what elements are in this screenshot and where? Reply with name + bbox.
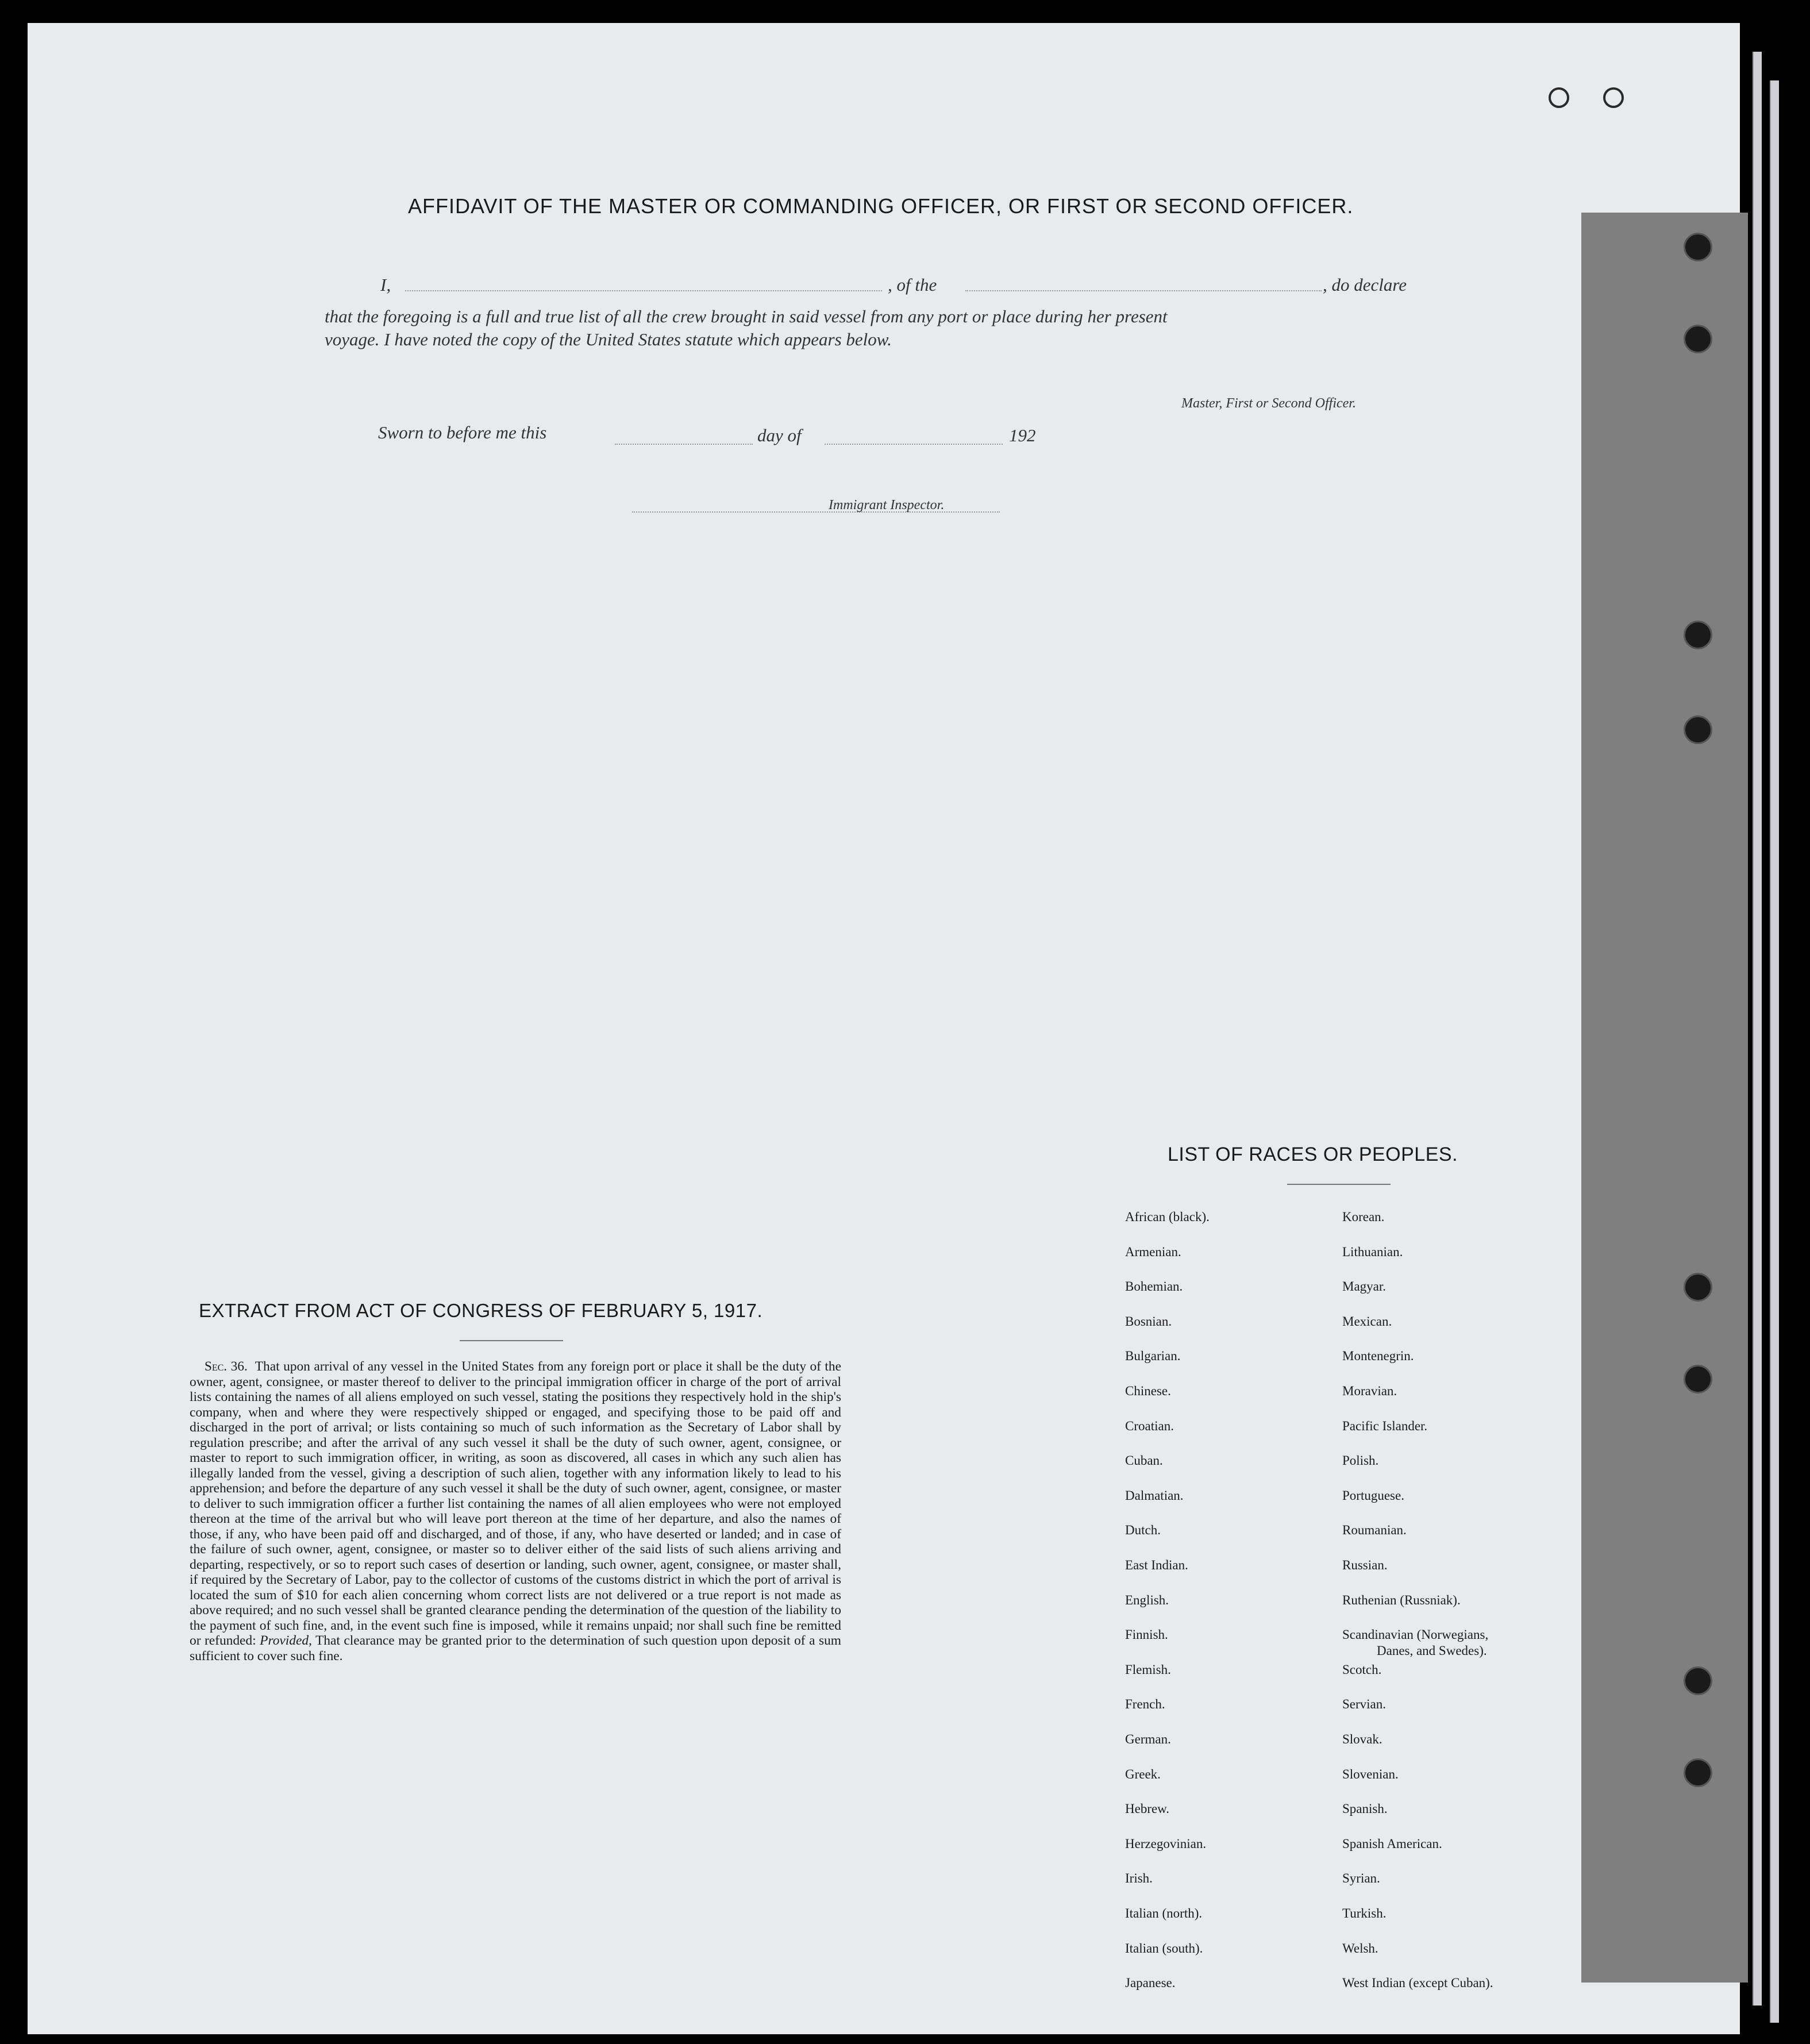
affidavit-line-3: voyage. I have noted the copy of the United States statute which appears below. — [325, 329, 892, 349]
binder-hole — [1684, 621, 1712, 649]
race-item: Armenian. — [1125, 1244, 1181, 1259]
vessel-blank — [965, 290, 1322, 291]
provided-word: Provided, — [260, 1633, 312, 1648]
race-item: French. — [1125, 1697, 1165, 1712]
race-item: Croatian. — [1125, 1418, 1174, 1433]
race-item: Korean. — [1342, 1210, 1385, 1224]
signature-label: Master, First or Second Officer. — [1181, 396, 1356, 411]
binder-hole — [1684, 1666, 1712, 1695]
race-item: Scandinavian (Norwegians, — [1342, 1627, 1489, 1642]
race-item: Scotch. — [1342, 1662, 1382, 1677]
extract-body — [190, 1359, 841, 1664]
race-item: Welsh. — [1342, 1941, 1378, 1956]
race-item: Italian (north). — [1125, 1906, 1203, 1920]
race-item: Spanish American. — [1342, 1836, 1442, 1851]
extract-title: EXTRACT FROM ACT OF CONGRESS OF FEBRUARY 5, 1917. — [199, 1300, 763, 1321]
inspector-signature-blank — [632, 511, 1000, 513]
affidavit-i-label: I, — [380, 275, 391, 295]
race-item: Syrian. — [1342, 1871, 1380, 1886]
race-item: Pacific Islander. — [1342, 1418, 1428, 1433]
race-item: Slovenian. — [1342, 1766, 1399, 1781]
race-item: Dutch. — [1125, 1523, 1161, 1538]
sworn-label: Sworn to before me this — [378, 422, 547, 442]
race-item: Slovak. — [1342, 1732, 1382, 1746]
race-item: Lithuanian. — [1342, 1244, 1403, 1259]
extract-text-end: That clearance may be granted prior to the determination of such question upon deposit of a sum sufficient to cover such fine. — [190, 1633, 841, 1664]
binder-hole — [1549, 87, 1569, 108]
race-item: Ruthenian (Russniak). — [1342, 1592, 1461, 1607]
race-item: Mexican. — [1342, 1314, 1392, 1329]
race-item: African (black). — [1125, 1210, 1210, 1224]
race-item: Bohemian. — [1125, 1279, 1183, 1294]
binder-hole — [1684, 1273, 1712, 1302]
race-item: Turkish. — [1342, 1906, 1387, 1920]
race-item: Moravian. — [1342, 1384, 1397, 1398]
race-item: English. — [1125, 1592, 1169, 1607]
race-item: Polish. — [1342, 1453, 1379, 1468]
extract-divider — [460, 1340, 563, 1341]
race-item: Spanish. — [1342, 1802, 1388, 1816]
binder-hole — [1684, 233, 1712, 261]
race-item: Servian. — [1342, 1697, 1387, 1712]
race-item: Roumanian. — [1342, 1523, 1407, 1538]
races-title: LIST OF RACES OR PEOPLES. — [1168, 1144, 1458, 1165]
race-item: Magyar. — [1342, 1279, 1387, 1294]
day-of-label: day of — [757, 425, 802, 445]
page-edge — [1753, 52, 1762, 2005]
race-item: Danes, and Swedes). — [1377, 1643, 1487, 1658]
inspector-label: Immigrant Inspector. — [829, 498, 945, 513]
affidavit-title: AFFIDAVIT OF THE MASTER OR COMMANDING OFFICER, OR FIRST OR SECOND OFFICER. — [408, 194, 1354, 218]
race-item: Italian (south). — [1125, 1941, 1203, 1956]
races-divider — [1287, 1184, 1391, 1185]
race-item: Hebrew. — [1125, 1802, 1170, 1816]
race-item: Montenegrin. — [1342, 1349, 1414, 1364]
month-blank — [825, 444, 1003, 445]
affidavit-do-declare: , do declare — [1323, 275, 1407, 295]
binder-hole — [1684, 1365, 1712, 1394]
race-item: Japanese. — [1125, 1976, 1176, 1991]
race-item: Flemish. — [1125, 1662, 1171, 1677]
race-item: Dalmatian. — [1125, 1488, 1184, 1503]
page-edge — [1770, 80, 1779, 2023]
race-item: West Indian (except Cuban). — [1342, 1976, 1493, 1991]
binder-hole — [1684, 325, 1712, 353]
section-number: Sec. 36. — [204, 1359, 248, 1374]
race-item: Herzegovinian. — [1125, 1836, 1207, 1851]
race-item: Portuguese. — [1342, 1488, 1404, 1503]
year-label: 192 — [1009, 425, 1036, 445]
extract-text: That upon arrival of any vessel in the United States from any foreign port or place it shall be the duty of the owner, agent, consignee, or master thereof to deliver to the principal immigration officer in charge of the port of arrival lists containing the names of all aliens employed on such vessel, stating the positions they respectively hold in the ship's company, when and where they were respectively shipped or engaged, and specifying those to be paid off and discharged in the port of arrival; or lists containing so much of such information as the Secretary of Labor shall by regulation prescribe; and after the arrival of any such vessel it shall be the duty of such owner, agent, consignee, or master to report to such immigration officer, in writing, as soon as discovered, all cases in which any such alien has illegally landed from the vessel, giving a description of such alien, together with any information likely to lead to his apprehension; and before the departure of any such vessel it shall be the duty of such owner, agent, consignee, or master to deliver to such immigration officer a further list containing the names of all alien employees who were not employed thereon at the time of the arrival but who will leave port thereon at the time of her departure, and also the names of those, if any, who have been paid off and discharged, and of those, if any, who have deserted or landed; and in case of the failure of such owner, agent, consignee, or master so to deliver either of the said lists of such aliens arriving and departing, respectively, or so to report such cases of desertion or landing, such owner, agent, consignee, or master shall, if required by the Secretary of Labor, pay to the collector of customs of the customs district in which the port of arrival is located the sum of $10 for each alien concerning whom correct lists are not delivered or a true report is not made as above required; and no such vessel shall be granted clearance pending the determination of the question of the liability to the payment of such fine, and, in the event such fine is imposed, while it remains unpaid; nor shall such fine be remitted or refunded: — [190, 1359, 841, 1648]
affidavit-of-the-label: , of the — [888, 275, 937, 295]
name-blank — [405, 290, 882, 291]
binding-strip — [1581, 213, 1748, 1983]
race-item: Finnish. — [1125, 1627, 1168, 1642]
binder-hole — [1684, 1758, 1712, 1787]
race-item: Greek. — [1125, 1766, 1161, 1781]
race-item: Russian. — [1342, 1558, 1388, 1572]
sworn-day-blank — [615, 444, 753, 445]
race-item: Irish. — [1125, 1871, 1153, 1886]
affidavit-line-2: that the foregoing is a full and true list of all the crew brought in said vessel from any port or place during her present — [325, 306, 1168, 326]
race-item: Bosnian. — [1125, 1314, 1172, 1329]
race-item: Cuban. — [1125, 1453, 1163, 1468]
race-item: Bulgarian. — [1125, 1349, 1181, 1364]
binder-hole — [1684, 715, 1712, 744]
race-item: Chinese. — [1125, 1384, 1171, 1398]
binder-hole — [1603, 87, 1624, 108]
race-item: German. — [1125, 1732, 1171, 1746]
race-item: East Indian. — [1125, 1558, 1188, 1572]
